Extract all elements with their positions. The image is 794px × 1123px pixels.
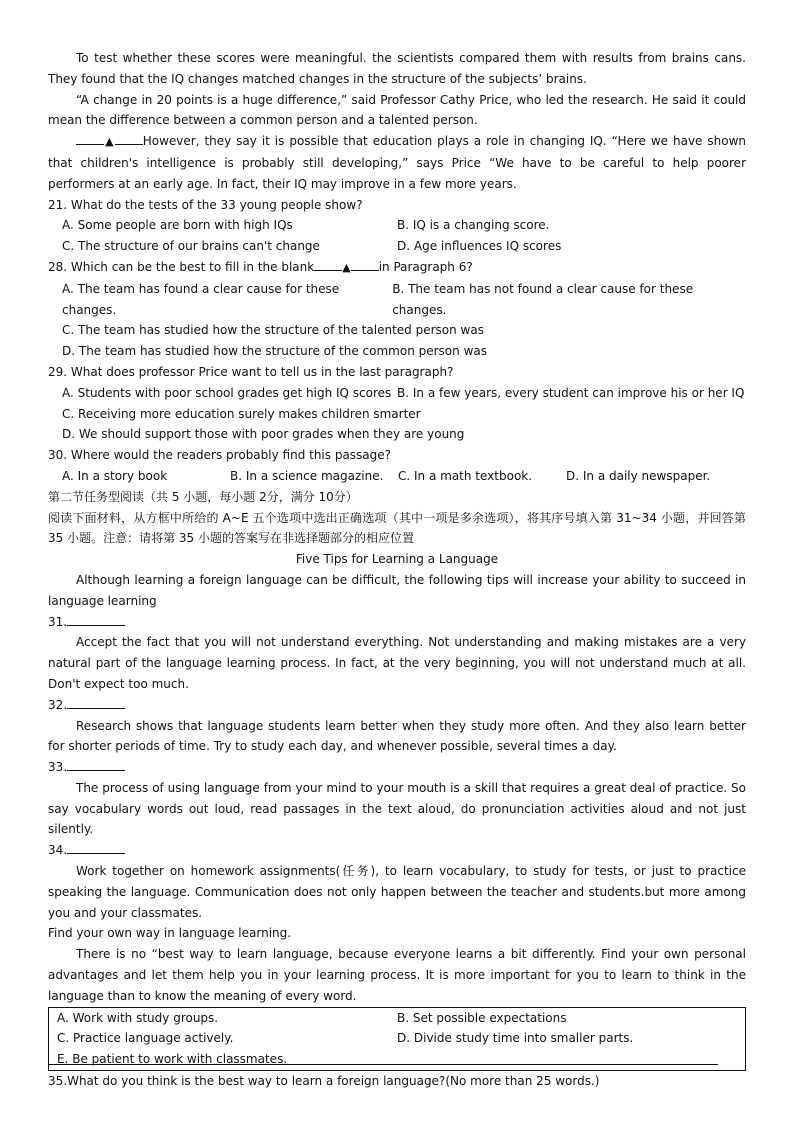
option-row — [48, 236, 746, 257]
option-row — [48, 279, 746, 321]
passage-paragraph: “A change in 20 points is a huge difference,” said Professor Cathy Price, who led the research. He said it could mean the difference between a common person and a talented person. — [48, 92, 746, 128]
option: A. The team has found a clear cause for these changes. — [62, 281, 340, 317]
section-heading: 第二节任务型阅读（共 5 小题，每小题 2分，满分 10分） — [48, 489, 358, 504]
option: D. The team has studied how the structure of the common person was — [62, 344, 487, 359]
option-row — [48, 383, 746, 404]
box-option: B. Set possible expectations — [397, 1010, 567, 1025]
option: B. In a science magazine. — [230, 468, 384, 483]
option: C. The team has studied how the structure of the talented person was — [62, 323, 484, 338]
option: D. Age influences IQ scores — [397, 239, 562, 254]
tip-paragraph: There is no “best way to learn language, because everyone learns a bit differently. Find your own personal advantages and let them help you in your learning process. It is more important for you to learn to think in the language than to know the meaning of every word. — [48, 947, 746, 1003]
passage-paragraph: To test whether these scores were meaningful. the scientists compared them with results from brains cans. They found that the IQ changes matched changes in the structure of the subjects’ brains. — [48, 51, 746, 86]
question-stem: 21. What do the tests of the 33 young people show? — [48, 197, 363, 212]
question-stem: 29. What does professor Price want to tell us in the last paragraph? — [48, 364, 454, 379]
tip-paragraph: Research shows that language students learn better when they study more often. And they also learn better for shorter periods of time. Try to study each day, and whenever possible, several times a day. — [48, 718, 746, 754]
option: A. In a story book — [62, 468, 168, 483]
box-row — [57, 1028, 737, 1049]
answer-number: 33. — [48, 757, 746, 778]
box-row — [57, 1049, 737, 1070]
answer-number: 34. — [48, 840, 746, 861]
box-option: D. Divide study time into smaller parts. — [397, 1031, 634, 1046]
passage-paragraph — [48, 131, 746, 194]
passage-intro: Although learning a foreign language can be difficult, the following tips will increase your ability to succeed in language learning — [48, 572, 746, 608]
passage-title: Five Tips for Learning a Language — [295, 552, 499, 567]
answer-blank[interactable] — [67, 840, 125, 854]
tip-heading: Find your own way in language learning. — [48, 926, 292, 941]
option-row — [48, 215, 746, 236]
answer-blank[interactable] — [67, 757, 125, 771]
option: B. In a few years, every student can improve his or her IQ — [397, 385, 745, 400]
fill-blank — [351, 258, 379, 271]
tip-paragraph: Work together on homework assignments(任务), to learn vocabulary, to study for tests, or just to practice speaking the language. Communication does not only happen between the teacher and students.but more among you and your classmates. — [48, 864, 746, 920]
option: D. We should support those with poor grades when they are young — [62, 427, 465, 442]
answer-number: 31. — [48, 612, 746, 633]
question-stem: 28. Which can be the best to fill in the blank ▲ in Paragraph 6? — [48, 259, 473, 274]
box-option: E. Be patient to work with classmates. — [57, 1052, 288, 1067]
fill-blank — [115, 132, 143, 145]
answer-line[interactable] — [48, 1064, 718, 1065]
section-instruction: 阅读下面材料，从方框中所给的 A~E 五个选项中选出正确选项（其中一项是多余选项），将其序号填入第 31~34 小题，并回答第 35 小题。注意：请将第 35 小题的答案写在非选择题部分的相应位置 — [48, 510, 746, 546]
fill-blank — [314, 258, 342, 271]
box-option: A. Work with study groups. — [57, 1010, 219, 1025]
option: B. The team has not found a clear cause for these changes. — [392, 281, 694, 317]
passage-text: However, they say it is possible that education plays a role in changing IQ. “Here we have shown that children's intelligence is probably still developing,” says Price “We have to be careful to help poorer performers at an early age. In fact, their IQ may improve in a few more years. — [48, 134, 746, 191]
box-row — [57, 1008, 737, 1029]
answer-blank[interactable] — [67, 695, 125, 709]
answer-number: 32. — [48, 695, 746, 716]
option: C. Receiving more education surely makes children smarter — [62, 406, 421, 421]
options-box — [48, 1007, 746, 1071]
option: C. In a math textbook. — [398, 468, 533, 483]
option: D. In a daily newspaper. — [566, 468, 711, 483]
option-row — [48, 466, 746, 487]
blank-marker: ▲ — [342, 260, 351, 274]
option: A. Students with poor school grades get high IQ scores — [62, 385, 392, 400]
blank-marker: ▲ — [104, 135, 115, 149]
question-stem: 30. Where would the readers probably find this passage? — [48, 448, 392, 463]
option: B. IQ is a changing score. — [397, 218, 550, 233]
fill-blank — [76, 132, 104, 145]
option: A. Some people are born with high IQs — [62, 218, 293, 233]
tip-paragraph: The process of using language from your mind to your mouth is a skill that requires a great deal of practice. So say vocabulary words out loud, read passages in the text aloud, do pronunciation activities aloud and not just silently. — [48, 780, 746, 837]
answer-blank[interactable] — [67, 612, 125, 626]
box-option: C. Practice language actively. — [57, 1031, 234, 1046]
question-35: 35.What do you think is the best way to learn a foreign language?(No more than 25 words.) — [48, 1074, 600, 1089]
tip-paragraph: Accept the fact that you will not understand everything. Not understanding and making mistakes are a very natural part of the language learning process. In fact, at the very beginning, you will not understand much at all. Don't expect too much. — [48, 635, 746, 691]
option: C. The structure of our brains can't change — [62, 239, 320, 254]
